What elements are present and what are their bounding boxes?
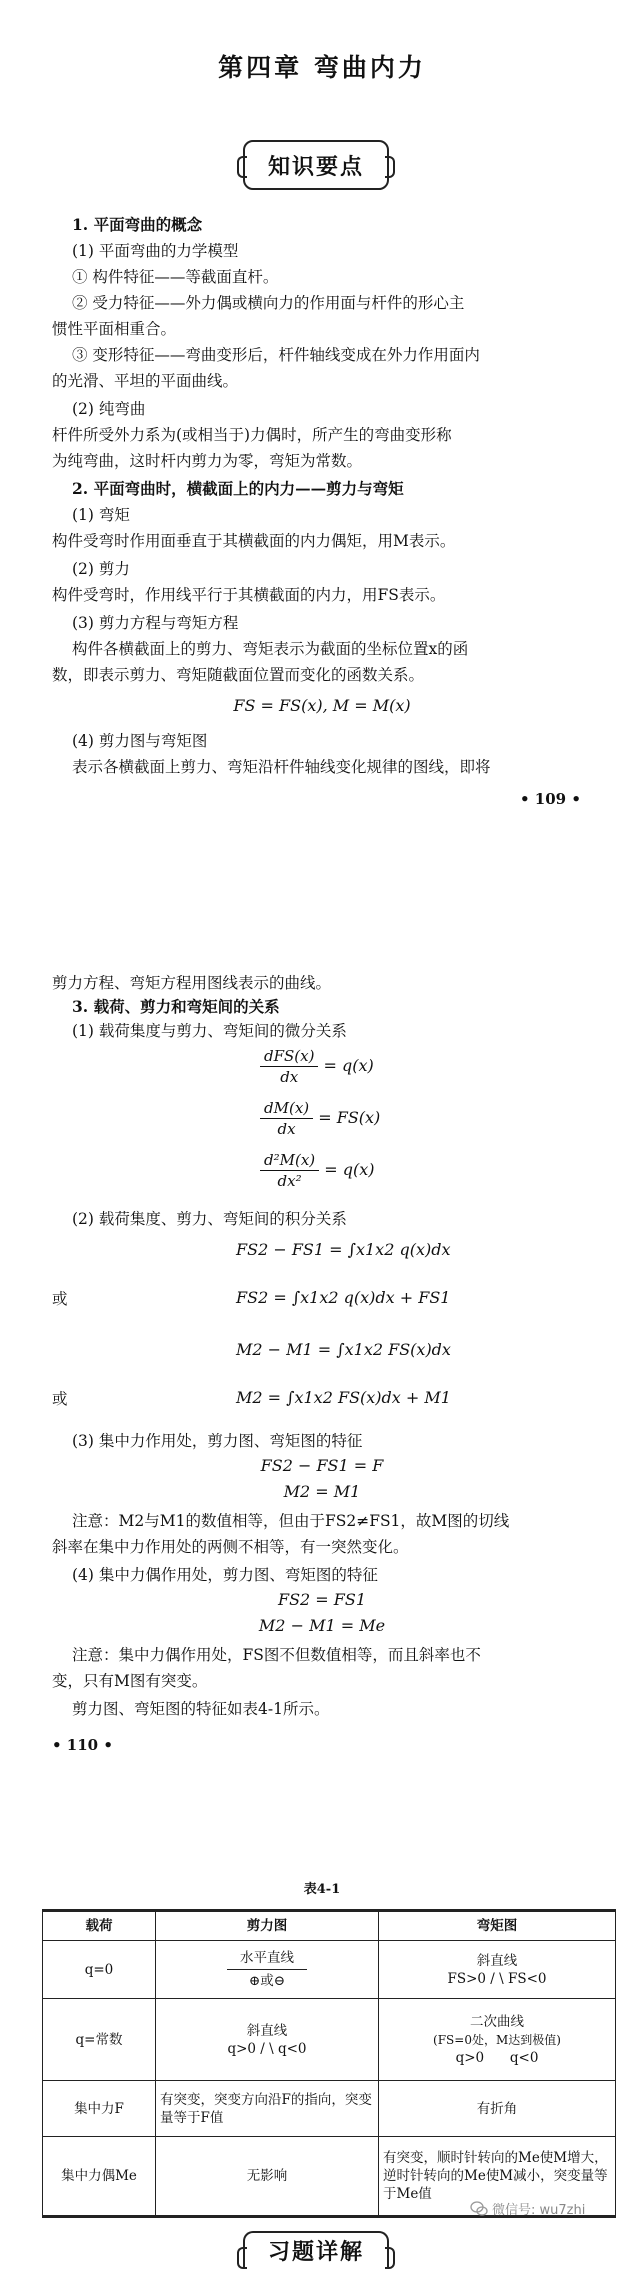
table-4-1 <box>42 1909 616 2218</box>
page-table <box>0 1835 644 2266</box>
table-row <box>43 1999 616 2081</box>
body-line: 构件各横截面上的剪力、弯矩表示为截面的坐标位置x的函 <box>72 640 469 658</box>
table-header-row <box>43 1911 616 1941</box>
subheading: (2) 剪力 <box>72 560 130 578</box>
body-line: 杆件所受外力系为(或相当于)力偶时，所产生的弯曲变形称 <box>52 426 452 444</box>
subheading: (4) 集中力偶作用处，剪力图、弯矩图的特征 <box>72 1566 378 1584</box>
cell-shear: 有突变，突变方向沿F的指向，突变量等于F值 <box>156 2081 379 2137</box>
body-line: ② 受力特征——外力偶或横向力的作用面与杆件的形心主 <box>72 294 465 312</box>
cell-load: q=0 <box>43 1941 156 1999</box>
couple-eq-1: FS2 = FS1 <box>277 1590 367 1609</box>
cell-moment: 有突变，顺时针转向的Me使M增大，逆时针转向的Me使M减小，突变量等于Me值 <box>379 2137 616 2217</box>
equation-shear-moment-functions: FS = FS(x), M = M(x) <box>233 696 411 715</box>
page-number: • 109 • <box>520 790 581 808</box>
cell-shear: 斜直线 q>0 / \ q<0 <box>156 1999 379 2081</box>
cell-load: q=常数 <box>43 1999 156 2081</box>
page-110 <box>0 930 644 1835</box>
header-load: 载荷 <box>43 1911 156 1941</box>
section-banner-key-points <box>243 140 389 190</box>
couple-eq-2: M2 − M1 = Me <box>258 1616 386 1635</box>
body-line: 表示各横截面上剪力、弯矩沿杆件轴线变化规律的图线，即将 <box>72 758 491 776</box>
body-line: 构件受弯时作用面垂直于其横截面的内力偶矩，用M表示。 <box>52 532 456 550</box>
wechat-watermark <box>470 2199 585 2218</box>
subheading: (1) 载荷集度与剪力、弯矩间的微分关系 <box>72 1022 347 1040</box>
body-line: 剪力图、弯矩图的特征如表4-1所示。 <box>72 1700 330 1718</box>
heading-1: 1. 平面弯曲的概念 <box>72 215 203 234</box>
body-line: 数，即表示剪力、弯矩随截面位置而变化的函数关系。 <box>52 666 425 684</box>
header-shear: 剪力图 <box>156 1911 379 1941</box>
watermark-text: 微信号: wu7zhi <box>492 2203 586 2218</box>
cell-load: 集中力F <box>43 2081 156 2137</box>
body-line: ① 构件特征——等截面直杆。 <box>72 268 279 286</box>
cell-moment: 二次曲线 (FS=0处，M达到极值) q>0 q<0 <box>379 1999 616 2081</box>
subheading: (3) 集中力作用处，剪力图、弯矩图的特征 <box>72 1432 363 1450</box>
page-109 <box>0 0 644 930</box>
note-line: 注意：M2与M1的数值相等，但由于FS2≠FS1，故M图的切线 <box>72 1512 510 1530</box>
cell-shear: 无影响 <box>156 2137 379 2217</box>
int-eq-3: M2 − M1 = ∫x1x2 FS(x)dx <box>236 1340 451 1359</box>
cell-shear: 水平直线 ⊕或⊖ <box>156 1941 379 1999</box>
banner-label: 知识要点 <box>267 154 364 180</box>
cell-moment: 有折角 <box>379 2081 616 2137</box>
banner-label: 习题详解 <box>267 2239 364 2265</box>
subheading: (1) 弯矩 <box>72 506 130 524</box>
subheading: (3) 剪力方程与弯矩方程 <box>72 614 239 632</box>
cell-load: 集中力偶Me <box>43 2137 156 2217</box>
section-banner-solutions <box>243 2231 389 2267</box>
int-eq-4: M2 = ∫x1x2 FS(x)dx + M1 <box>236 1388 451 1407</box>
note-line: 注意：集中力偶作用处，FS图不但数值相等，而且斜率也不 <box>72 1646 481 1664</box>
diff-eq-1: $\frac{\text{dFS(x)}}{dx}$ = q(x) <box>260 1046 374 1087</box>
body-line: 的光滑、平坦的平面曲线。 <box>52 372 239 390</box>
note-line: 斜率在集中力作用处的两侧不相等，有一突然变化。 <box>52 1538 409 1556</box>
int-eq-1: FS2 − FS1 = ∫x1x2 q(x)dx <box>236 1240 451 1259</box>
diff-eq-3: $\frac{\text{d²M(x)}}{\text{dx²}}$ = q(x) <box>260 1150 374 1191</box>
body-line: ③ 变形特征——弯曲变形后，杆件轴线变成在外力作用面内 <box>72 346 480 364</box>
subheading: (2) 载荷集度、剪力、弯矩间的积分关系 <box>72 1210 347 1228</box>
note-line: 变，只有M图有突变。 <box>52 1672 208 1690</box>
heading-2: 2. 平面弯曲时，横截面上的内力——剪力与弯矩 <box>72 479 404 498</box>
body-line: 构件受弯时，作用线平行于其横截面的内力，用FS表示。 <box>52 586 446 604</box>
force-eq-2: M2 = M1 <box>283 1482 361 1501</box>
chapter-title: 第四章 弯曲内力 <box>218 53 426 82</box>
or-label: 或 <box>52 1390 68 1408</box>
subheading: (1) 平面弯曲的力学模型 <box>72 242 239 260</box>
header-moment: 弯矩图 <box>379 1911 616 1941</box>
subheading: (2) 纯弯曲 <box>72 400 146 418</box>
table-row <box>43 2081 616 2137</box>
body-line: 为纯弯曲，这时杆内剪力为零，弯矩为常数。 <box>52 452 363 470</box>
int-eq-2: FS2 = ∫x1x2 q(x)dx + FS1 <box>236 1288 451 1307</box>
body-line: 惯性平面相重合。 <box>52 320 177 338</box>
wechat-icon <box>470 2201 488 2217</box>
subheading: (4) 剪力图与弯矩图 <box>72 732 208 750</box>
table-title: 表4-1 <box>303 1882 341 1897</box>
or-label: 或 <box>52 1290 68 1308</box>
body-line: 剪力方程、弯矩方程用图线表示的曲线。 <box>52 974 332 992</box>
table-row <box>43 1941 616 1999</box>
page-number: • 110 • <box>52 1736 113 1754</box>
cell-moment: 斜直线 FS>0 / \ FS<0 <box>379 1941 616 1999</box>
heading-3: 3. 载荷、剪力和弯矩间的关系 <box>72 997 280 1016</box>
diff-eq-2: $\frac{dM(x)}{dx}$ = FS(x) <box>260 1098 380 1139</box>
force-eq-1: FS2 − FS1 = F <box>260 1456 384 1475</box>
